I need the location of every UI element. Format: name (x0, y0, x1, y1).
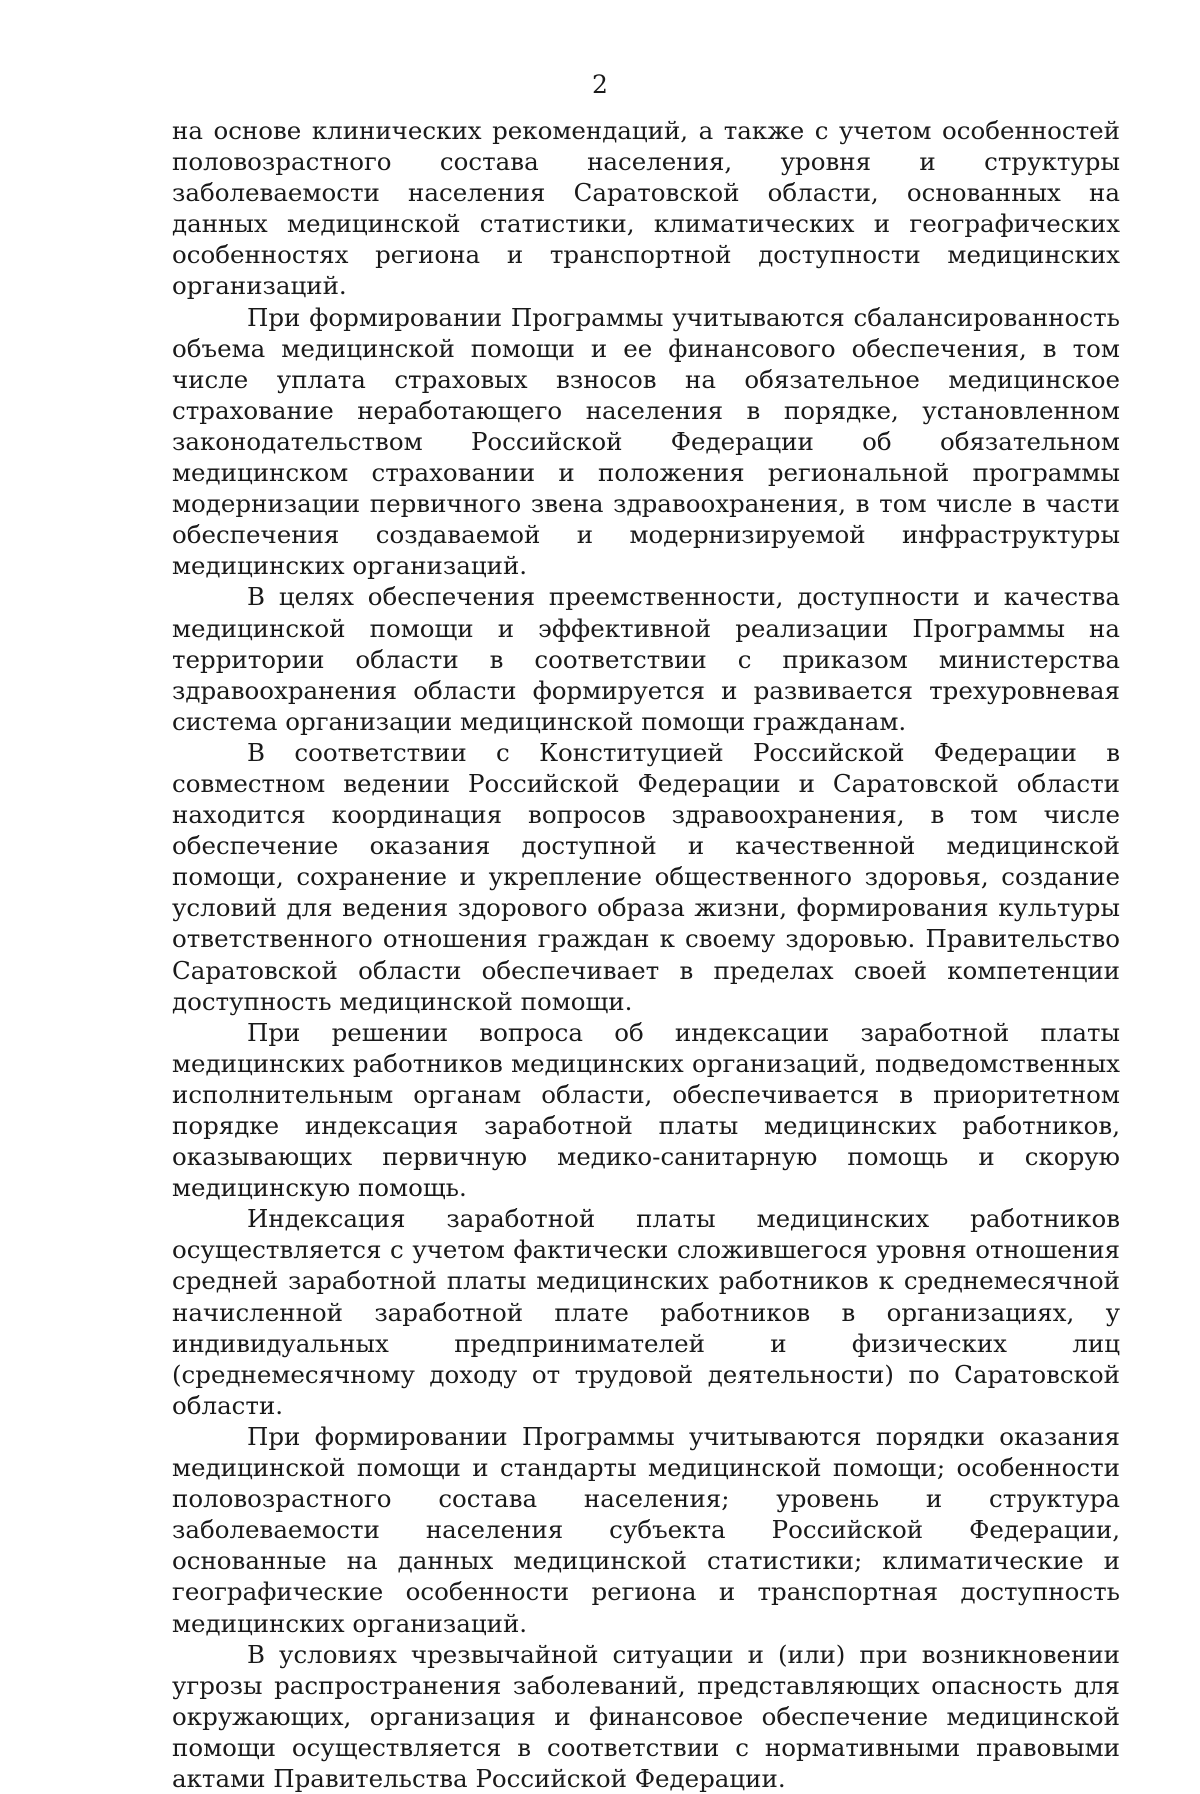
paragraph-6: Индексация заработной платы медицинских работников осуществляется с учетом фактически сложившегося уровня отношения средней заработной платы медицинских работников к среднемесячной начисленной заработной плате работников в организациях, у индивидуальных предпринимателей и физических лиц (среднемесячному доходу от трудовой деятельности) по Саратовской области. (172, 1204, 1120, 1420)
paragraph-8: В условиях чрезвычайной ситуации и (или) при возникновении угрозы распространения заболеваний, представляющих опасность для окружающих, организация и финансовое обеспечение медицинской помощи осуществляется в соответствии с нормативными правовыми актами Правительства Российской Федерации. (172, 1639, 1120, 1793)
document-body (172, 115, 1120, 1794)
page-number: 2 (592, 70, 608, 99)
paragraph-1: на основе клинических рекомендаций, а также с учетом особенностей половозрастного состава населения, уровня и структуры заболеваемости населения Саратовской области, основанных на данных медицинской статистики, климатических и географических особенностях региона и транспортной доступности медицинских организаций. (172, 116, 1120, 301)
paragraph-5: При решении вопроса об индексации заработной платы медицинских работников медицинских организаций, подведомственных исполнительным органам области, обеспечивается в приоритетном порядке индексация заработной платы медицинских работников, оказывающих первичную медико-санитарную помощь и скорую медицинскую помощь. (172, 1017, 1120, 1203)
paragraph-4: В соответствии с Конституцией Российской Федерации в совместном ведении Российской Федерации и Саратовской области находится координация вопросов здравоохранения, в том числе обеспечение оказания доступной и качественной медицинской помощи, сохранение и укрепление общественного здоровья, создание условий для ведения здорового образа жизни, формирования культуры ответственного отношения граждан к своему здоровью. Правительство Саратовской области обеспечивает в пределах своей компетенции доступность медицинской помощи. (172, 737, 1120, 1016)
paragraph-2: При формировании Программы учитываются сбалансированность объема медицинской помощи и ее финансового обеспечения, в том числе уплата страховых взносов на обязательное медицинское страхование неработающего населения в порядке, установленном законодательством Российской Федерации об обязательном медицинском страховании и положения региональной программы модернизации первичного звена здравоохранения, в том числе в части обеспечения создаваемой и модернизируемой инфраструктуры медицинских организаций. (172, 302, 1120, 581)
paragraph-3: В целях обеспечения преемственности, доступности и качества медицинской помощи и эффективной реализации Программы на территории области в соответствии с приказом министерства здравоохранения области формируется и развивается трехуровневая система организации медицинской помощи гражданам. (172, 582, 1120, 736)
paragraph-7: При формировании Программы учитываются порядки оказания медицинской помощи и стандарты медицинской помощи; особенности половозрастного состава населения; уровень и структура заболеваемости населения субъекта Российской Федерации, основанные на данных медицинской статистики; климатические и географические особенности региона и транспортная доступность медицинских организаций. (172, 1421, 1120, 1638)
